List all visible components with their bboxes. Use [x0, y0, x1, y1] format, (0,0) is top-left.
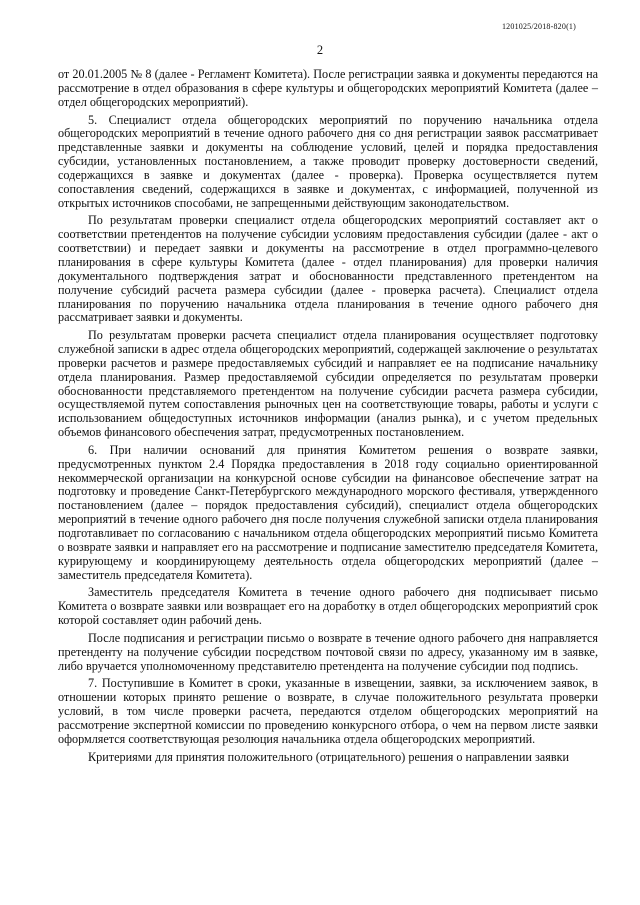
paragraph-item-5: 5. Специалист отдела общегородских мероприятий по поручению начальника отдела общегородских мероприятий в течение одного рабочего дня со дня регистрации заявок рассматривает представленные заявки и документы на соблюдение условий, целей и порядка предоставления субсидии, установленных постановлением, а также проводит проверку достоверности сведений, содержащихся в заявке и документах (далее - проверка). Проверка осуществляется путем сопоставления сведений, содержащихся в заявке и документах, с информацией, полученной из открытых источников способами, не запрещенными действующим законодательством. [58, 112, 598, 210]
paragraph-item-6: 6. При наличии оснований для принятия Комитетом решения о возврате заявки, предусмотренных пунктом 2.4 Порядка предоставления в 2018 году социально ориентированной некоммерческой организации на конкурсной основе субсидии на финансовое обеспечение затрат на подготовку и проведение Санкт-Петербургского международного морского фестиваля, утвержденного постановлением (далее – порядок предоставления субсидий), специалист отдела общегородских мероприятий в течение одного рабочего дня после получения служебной записки отдела планирования подготавливает по согласованию с начальником отдела общегородских мероприятий письмо Комитета о возврате заявки и направляет его на рассмотрение и подписание заместителю председателя Комитета, курирующему и координирующему деятельность отдела общегородских мероприятий (далее – заместитель председателя Комитета). [58, 442, 598, 582]
document-id: 1201025/2018-820(1) [501, 22, 576, 31]
page-number: 2 [316, 43, 324, 57]
paragraph-deputy-signing: Заместитель председателя Комитета в течение одного рабочего дня подписывает письмо Комитета о возврате заявки или возвращает его на доработку в отдел общегородских мероприятий срок которой составляет один рабочий день. [58, 585, 598, 628]
paragraph-continuation: от 20.01.2005 № 8 (далее - Регламент Комитета). После регистрации заявка и документы передаются на рассмотрение в отдел образования в сфере культуры и общегородских мероприятий Комитета (далее – отдел общегородских мероприятий). [58, 67, 598, 109]
paragraph-check-results: По результатам проверки специалист отдела общегородских мероприятий составляет акт о соответствии претендентов на получение субсидии условиям предоставления субсидии (далее - акт о соответствии) и передает заявки и документы на рассмотрение в отдел программно-целевого планирования в сфере культуры Комитета (далее - отдел планирования) для проверки наличия документального подтверждения затрат и обоснованности представленного претендентом на получение субсидий расчета размера субсидии (далее - проверка расчета). Специалист отдела планирования по поручению начальника отдела планирования в течение одного рабочего дня рассматривает заявки и документы. [58, 213, 598, 325]
paragraph-item-7: 7. Поступившие в Комитет в сроки, указанные в извещении, заявки, за исключением заявок, в отношении которых принято решение о возврате, в случае положительного результата проверки условий, в том числе проверки расчета, передаются отделом общегородских мероприятий на рассмотрение экспертной комиссии по проведению конкурсного отбора, о чем на первом листе заявки оформляется соответствующая резолюция начальника отдела общегородских мероприятий. [58, 676, 598, 746]
paragraph-letter-sending: После подписания и регистрации письмо о возврате в течение одного рабочего дня направляется претенденту на получение субсидии посредством почтовой связи по адресу, указанному им в заявке, либо вручается уполномоченному представителю претендента на получение субсидии под подпись. [58, 630, 598, 673]
paragraph-criteria: Критериями для принятия положительного (отрицательного) решения о направлении заявки [88, 749, 570, 764]
document-body [58, 68, 598, 769]
paragraph-calculation-results: По результатам проверки расчета специалист отдела планирования осуществляет подготовку служебной записки в адрес отдела общегородских мероприятий, содержащей заключение о результатах проверки расчетов и размере предоставляемых субсидий и направляет ее на подписание начальнику отдела планирования. Размер предоставляемой субсидии определяется по результатам проверки обоснованности представляемого претендентом на получение субсидии расчета размера субсидии, осуществляемой путем сопоставления рыночных цен на соответствующие товары, работы и услуги с использованием общедоступных источников информации (анализ рынка), и с учетом предельных объемов финансового обеспечения затрат, предусмотренных постановлением. [58, 328, 598, 440]
